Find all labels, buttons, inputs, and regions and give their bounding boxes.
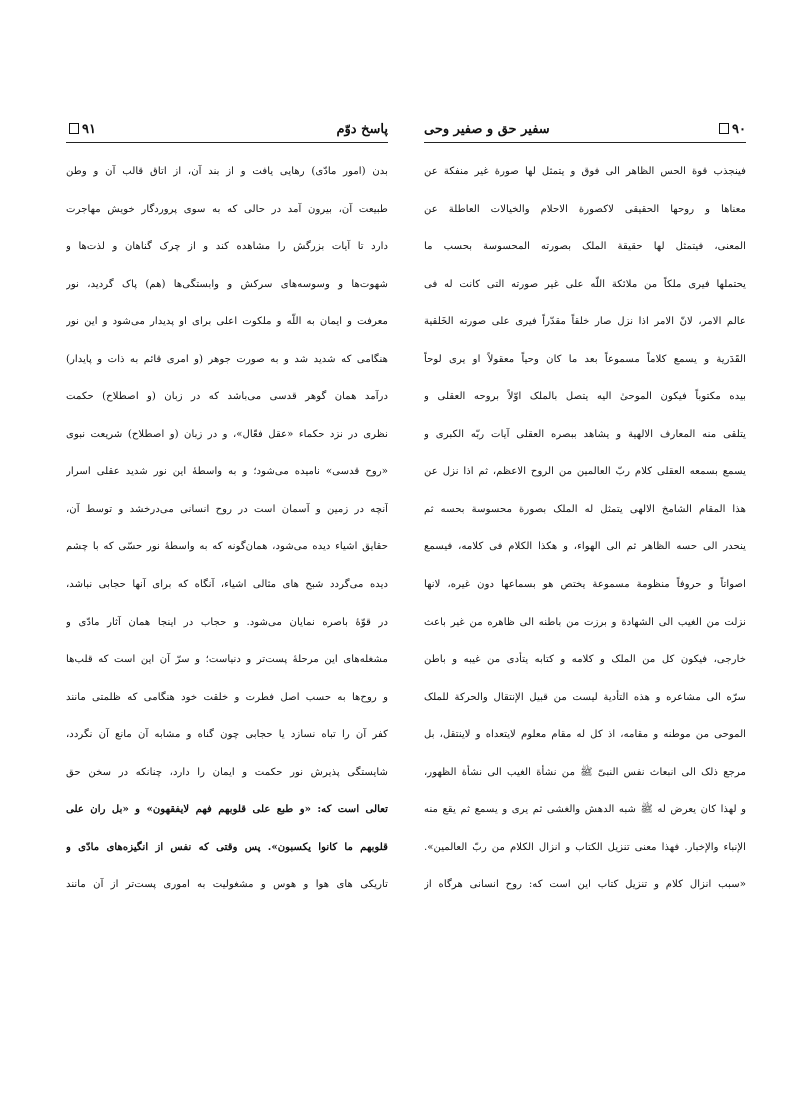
text-line: نزلت من الغیب الی الشهادة و برزت من باطنه الی ظاهره من غیر باعث <box>424 616 746 628</box>
page-number: ۹۰ <box>732 122 746 137</box>
text-line: الموحی من موطنه و مقامه، اذ کل له مقام معلوم لایتعداه و لاینتقل، بل <box>424 729 746 741</box>
text-line: اصواتاً و حروفاً منظومة مسموعة یختص هو بسماعها دون غیره، لانها <box>424 579 746 591</box>
text-line: و لهذا کان یعرض له ﷺ شبه الدهش والغشی ثم یری و یسمع ثم یقع منه <box>424 804 746 816</box>
text-line: معرفت و ایمان به اللّه و ملکوت اعلی برای او پدیدار می‌شود و این نور <box>66 316 388 328</box>
text-line: یحتملها فیری ملکاً من ملائکة اللّه علی غیر صورته التی کانت له فی <box>424 278 746 290</box>
text-line: «روح قدسی» نامیده می‌شود؛ و به واسطهٔ این نور شدید عقلی اسرار <box>66 466 388 478</box>
square-box-icon <box>69 123 79 134</box>
page-body <box>66 153 388 904</box>
text-line: مشغله‌های این مرحلهٔ پست‌تر و دنیاست؛ و سرّ آن این است که قلب‌ها <box>66 654 388 666</box>
page-number-block <box>66 122 96 137</box>
text-line: «سبب انزال کلام و تنزیل کتاب این است که: روح انسانی هرگاه از <box>424 879 746 891</box>
text-line: ینحدر الی حسه الظاهر ثم الی الهواء، و هکذا الکلام فی کلامه، فیسمع <box>424 541 746 553</box>
text-line: دارد تا آیات بزرگش را مشاهده کند و از چرک گناهان و لذت‌ها و <box>66 241 388 253</box>
text-line: و روح‌ها به حسب اصل فطرت و خلقت خود هنگامی که ظلمتی مانند <box>66 691 388 703</box>
page-number: ۹۱ <box>82 122 96 137</box>
text-line: القَدَریة و یسمع کلاماً مسموعاً بعد ما کان وحیاً معقولاً او یری لوحاً <box>424 353 746 365</box>
page-body <box>424 153 746 904</box>
text-line: فینجذب قوة الحس الظاهر الی فوق و یتمثل لها صورة غیر منفکة عن <box>424 166 746 177</box>
text-line: در قوّهٔ باصره نمایان می‌شود. و حجاب در اینجا همان آثار مادّی و <box>66 616 388 628</box>
left-page <box>66 120 388 904</box>
text-line: درآمد همان گوهر قدسی می‌باشد که در زبان (و اصطلاح) حکمت <box>66 391 388 403</box>
right-page <box>424 120 746 904</box>
text-line: هذا المقام الشامخ الالهی یتمثل له الملک بصورة محسوسة بحسه ثم <box>424 503 746 515</box>
text-line: قلوبهم ما کانوا یکسبون». پس وقتی که نفس از انگیزه‌های مادّی و <box>66 840 388 853</box>
text-line: تاریکی های هوا و هوس و مشغولیت به اموری پست‌تر از آن مانند <box>66 879 388 891</box>
text-line: کفر آن را تباه نسازد یا حجابی چون گناه و مشابه آن مانع آن نگردد، <box>66 729 388 741</box>
text-line: مرجع ذلک الی انبعاث نفس النبیّ ﷺ من نشأة الغیب الی نشأة الظهور، <box>424 766 746 778</box>
text-line: طبیعت آن، بیرون آمد در حالی که به سوی پروردگار خویش مهاجرت <box>66 203 388 215</box>
text-line: هنگامی که شدید شد و به صورت جوهر (و امری قائم به ذات و پایدار) <box>66 353 388 365</box>
text-line: معناها و روحها الحقیقی لاکصورة الاحلام والخیالات العاطلة عن <box>424 203 746 215</box>
running-title: سفیر حق و صفیر وحی <box>424 122 550 137</box>
text-line: شایستگی پذیرش نور حکمت و ایمان را دارد، چنانکه در سخن حق <box>66 766 388 778</box>
page-header <box>66 120 388 143</box>
text-line: دیده می‌گردد شبح های مثالی اشیاء، آنگاه که برای آنها حجابی نباشد، <box>66 579 388 591</box>
running-title: پاسخ دوّم <box>336 122 388 137</box>
text-line: آنچه در زمین و آسمان است در روح انسانی می‌درخشد و توسط آن، <box>66 503 388 515</box>
text-line: نظری در نزد حکماء «عقل فعّال»، و در زبان (و اصطلاح) شریعت نبوی <box>66 428 388 440</box>
text-line: بدن (امور مادّی) رهایی یافت و از بند آن، از اتاق قالب آن و وطن <box>66 166 388 177</box>
text-line: حقایق اشیاء دیده می‌شود، همان‌گونه که به واسطهٔ نور حسّی که با چشم <box>66 541 388 553</box>
text-line: الإنباء والإخبار. فهذا معنی تنزیل الکتاب و انزال الکلام من ربّ العالمین». <box>424 841 746 853</box>
page-number-block <box>716 122 746 137</box>
square-box-icon <box>719 123 729 134</box>
page-header <box>424 120 746 143</box>
text-line: بیده مکتوباً فیکون الموحیٰ الیه یتصل بالملک اوّلاً بروحه العقلی و <box>424 391 746 403</box>
text-line: خارجی، فیکون کل من الملک و کلامه و کتابه یتأدی من غیبه و باطن <box>424 654 746 666</box>
text-line: سرّه الی مشاعره و هذه التأدیة لیست من قبیل الإنتقال والحرکة للملک <box>424 691 746 703</box>
text-line: عالم الامر، لانّ الامر اذا نزل صار خلقاً مقدّراً فیری علی صورته الخَلقیة <box>424 316 746 328</box>
text-line: تعالی است که: «و طبع علی قلوبهم فهم لایفقهون» و «بل ران علی <box>66 803 388 816</box>
text-line: المعنی، فیتمثل لها حقیقة الملک بصورته المحسوسة بحسب ما <box>424 241 746 253</box>
text-line: یسمع بسمعه العقلی کلام ربّ العالمین من الروح الاعظم، ثم اذا نزل عن <box>424 466 746 478</box>
text-line: شهوت‌ها و وسوسه‌های سرکش و وابستگی‌ها (هم) پاک گردید، نور <box>66 278 388 290</box>
text-line: یتلقی منه المعارف الالهیة و یشاهد ببصره العقلی آیات ربّه الکبری و <box>424 428 746 440</box>
